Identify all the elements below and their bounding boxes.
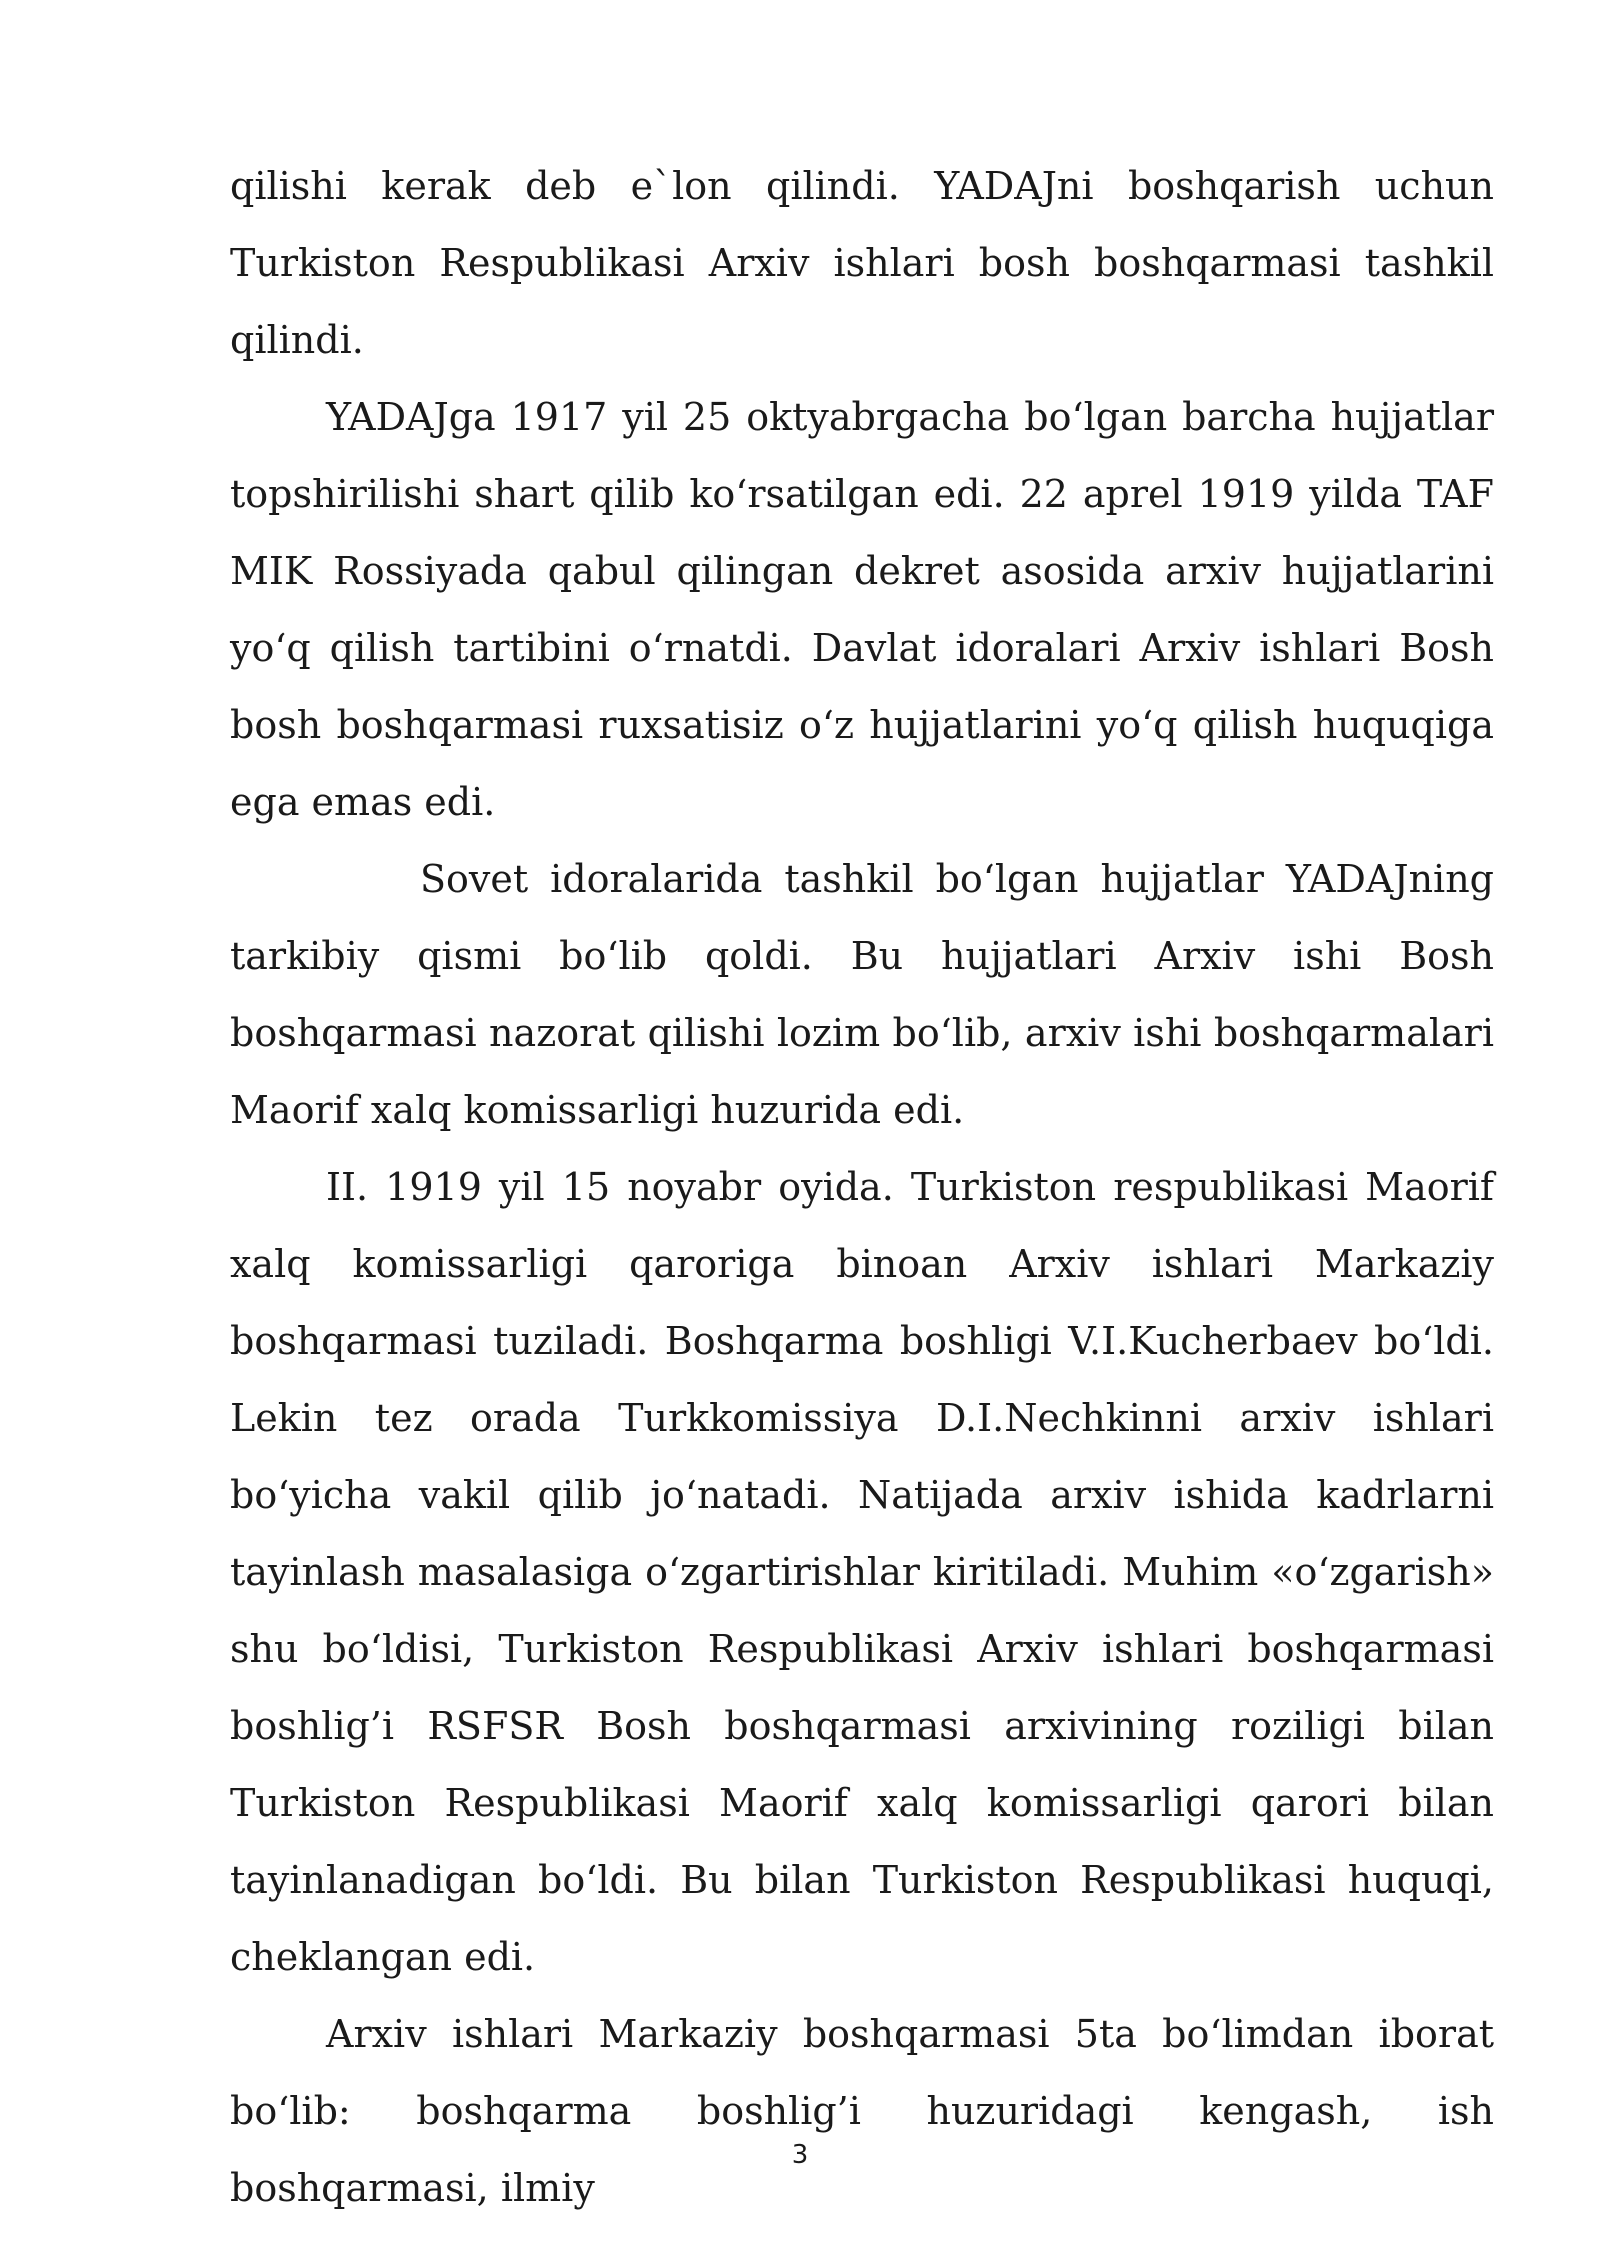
page-number: 3	[791, 2140, 809, 2170]
paragraph-2: YADAJga 1917 yil 25 oktyabrgacha bo‘lgan barcha hujjatlar topshirilishi shart qilib ko‘rsatilgan edi. 22 aprel 1919 yilda TAF MIK Rossiyada qabul qilingan dekret asosida arxiv hujjatlarini yo‘q qilish tartibini o‘rnatdi. Davlat idoralari Arxiv ishlari Bosh bosh boshqarmasi ruxsatisiz o‘z hujjatlarini yo‘q qilish huquqiga ega emas edi.	[230, 395, 1494, 824]
paragraph-5: Arxiv ishlari Markaziy boshqarmasi 5ta bo‘limdan iborat bo‘lib: boshqarma boshlig’i huzuridagi kengash, ish boshqarmasi, ilmiy	[230, 2012, 1494, 2210]
body-text	[230, 148, 1494, 2227]
paragraph-3: Sovet idoralarida tashkil bo‘lgan hujjatlar YADAJning tarkibiy qismi bo‘lib qoldi. Bu hujjatlari Arxiv ishi Bosh boshqarmasi nazorat qilishi lozim bo‘lib, arxiv ishi boshqarmalari Maorif xalq komissarligi huzurida edi.	[230, 857, 1494, 1132]
paragraph-1: qilishi kerak deb e`lon qilindi. YADAJni boshqarish uchun Turkiston Respublikasi Arxiv ishlari bosh boshqarmasi tashkil qilindi.	[230, 164, 1494, 362]
paragraph-4: II. 1919 yil 15 noyabr oyida. Turkiston respublikasi Maorif xalq komissarligi qaroriga binoan Arxiv ishlari Markaziy boshqarmasi tuziladi. Boshqarma boshligi V.I.Kucherbaev bo‘ldi. Lekin tez orada Turkkomissiya D.I.Nechkinni arxiv ishlari bo‘yicha vakil qilib jo‘natadi. Natijada arxiv ishida kadrlarni tayinlash masalasiga o‘zgartirishlar kiritiladi. Muhim «o‘zgarish» shu bo‘ldisi, Turkiston Respublikasi Arxiv ishlari boshqarmasi boshlig’i RSFSR Bosh boshqarmasi arxivining roziligi bilan Turkiston Respublikasi Maorif xalq komissarligi qarori bilan tayinlanadigan bo‘ldi. Bu bilan Turkiston Respublikasi huquqi, cheklangan edi.	[230, 1165, 1494, 1979]
